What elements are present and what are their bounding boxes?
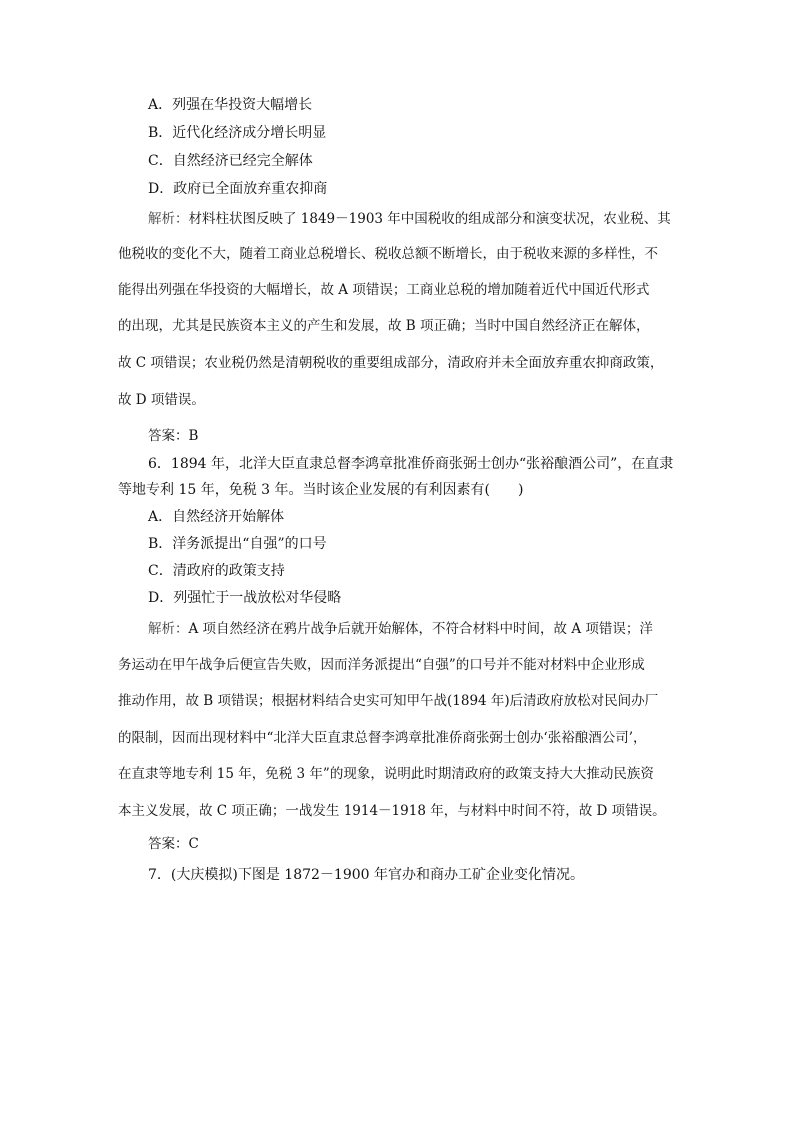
q6-explanation-label: 解析： (148, 621, 189, 637)
q5-option-c: C．自然经济已经完全解体 (148, 153, 313, 169)
q6-explanation-line-6: 本主义发展，故 C 项正确；一战发生 1914－1918 年，与材料中时间不符，故 D 项错误。 (118, 803, 666, 819)
q5-answer: 答案：B (148, 428, 199, 444)
q5-option-b: B．近代化经济成分增长明显 (148, 125, 327, 141)
q7-stem: 7．(大庆模拟)下图是 1872－1900 年官办和商办工矿企业变化情况。 (148, 867, 584, 883)
q6-explanation-line-5: 在直隶等地专利 15 年，免税 3 年”的现象，说明此时期清政府的政策支持大大推动民族资 (118, 766, 654, 782)
q6-explanation-line-2: 务运动在甲午战争后便宣告失败，因而洋务派提出“自强”的口号并不能对材料中企业形成 (118, 657, 645, 673)
q6-explanation-line-4: 的限制，因而出现材料中“北洋大臣直隶总督李鸿章批准侨商张弼士创办‘张裕酿酒公司’， (118, 730, 647, 746)
q6-option-c: C．清政府的政策支持 (148, 563, 285, 579)
q5-explanation-line-1: 解析：材料柱状图反映了 1849－1903 年中国税收的组成部分和演变状况，农业税、其 (148, 211, 671, 227)
q6-stem-line-1: 6．1894 年，北洋大臣直隶总督李鸿章批准侨商张弼士创办“张裕酿酒公司”，在直隶 (148, 456, 674, 472)
q6-explanation-line-1: 解析：A 项自然经济在鸦片战争后就开始解体，不符合材料中时间，故 A 项错误；洋 (148, 621, 653, 637)
q5-explanation-line-2: 他税收的变化不大，随着工商业总税增长、税收总额不断增长，由于税收来源的多样性，不 (118, 246, 658, 262)
q6-explanation-line-3: 推动作用，故 B 项错误；根据材料结合史实可知甲午战(1894 年)后清政府放松对民间办厂 (118, 693, 659, 709)
q6-option-d: D．列强忙于一战放松对华侵略 (148, 590, 342, 606)
q5-option-a: A．列强在华投资大幅增长 (148, 97, 313, 113)
q5-explanation-line-6: 故 D 项错误。 (118, 392, 205, 408)
q5-explanation-label: 解析： (148, 211, 189, 227)
q5-explanation-line-5: 故 C 项错误；农业税仍然是清朝税收的重要组成部分，清政府并未全面放弃重农抑商政策， (118, 355, 664, 371)
q6-option-b: B．洋务派提出“自强”的口号 (148, 536, 327, 552)
q6-stem-line-2: 等地专利 15 年，免税 3 年。当时该企业发展的有利因素有( ) (118, 482, 524, 498)
q6-option-a: A．自然经济开始解体 (148, 509, 285, 525)
q6-answer: 答案：C (148, 836, 199, 852)
q5-explanation-line-4: 的出现，尤其是民族资本主义的产生和发展，故 B 项正确；当时中国自然经济正在解体， (118, 318, 650, 334)
q5-explanation-line-3: 能得出列强在华投资的大幅增长，故 A 项错误；工商业总税的增加随着近代中国近代形式 (118, 282, 650, 298)
q5-option-d: D．政府已全面放弃重农抑商 (148, 181, 328, 197)
